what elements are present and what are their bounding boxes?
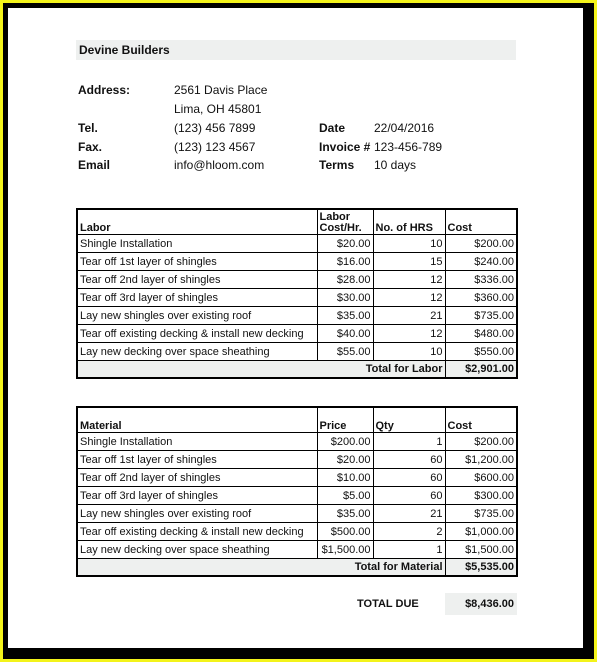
labor-cell-cost: $240.00 [445, 253, 517, 271]
labor-row [77, 253, 517, 271]
labor-total-row [77, 361, 517, 379]
material-cell-qty: 60 [373, 487, 445, 505]
labor-header-cost: Cost [445, 209, 517, 235]
material-cell-rate: $10.00 [317, 469, 373, 487]
material-cell-rate: $20.00 [317, 451, 373, 469]
material-row [77, 451, 517, 469]
material-row [77, 541, 517, 559]
labor-table [76, 208, 518, 379]
labor-cell-cost: $735.00 [445, 307, 517, 325]
labor-row [77, 325, 517, 343]
material-header-row [77, 407, 517, 433]
material-cell-cost: $1,000.00 [445, 523, 517, 541]
labor-total-value: $2,901.00 [445, 361, 517, 379]
email-value: info@hloom.com [174, 158, 265, 172]
labor-row [77, 343, 517, 361]
material-cell-cost: $1,500.00 [445, 541, 517, 559]
terms-label: Terms [319, 158, 355, 172]
labor-cell-desc: Tear off 1st layer of shingles [77, 253, 317, 271]
labor-cell-desc: Lay new shingles over existing roof [77, 307, 317, 325]
address-line1: 2561 Davis Place [174, 83, 268, 97]
labor-row [77, 235, 517, 253]
material-header-price: Price [317, 407, 373, 433]
invoice-value: 123-456-789 [374, 140, 443, 154]
material-header-cost: Cost [445, 407, 517, 433]
labor-cell-qty: 12 [373, 271, 445, 289]
company-name: Devine Builders [76, 40, 516, 60]
material-cell-cost: $735.00 [445, 505, 517, 523]
material-row [77, 433, 517, 451]
material-cell-rate: $200.00 [317, 433, 373, 451]
labor-cell-rate: $40.00 [317, 325, 373, 343]
terms-value: 10 days [374, 158, 417, 172]
labor-cell-desc: Tear off 2nd layer of shingles [77, 271, 317, 289]
labor-cell-cost: $200.00 [445, 235, 517, 253]
material-cell-rate: $1,500.00 [317, 541, 373, 559]
fax-value: (123) 123 4567 [174, 140, 256, 154]
labor-cell-cost: $336.00 [445, 271, 517, 289]
labor-cell-rate: $55.00 [317, 343, 373, 361]
labor-cell-qty: 10 [373, 235, 445, 253]
fax-label: Fax. [78, 140, 103, 154]
material-table [76, 406, 518, 577]
material-total-label: Total for Material [77, 559, 445, 577]
date-label: Date [319, 121, 346, 135]
material-header-qty: Qty [373, 407, 445, 433]
material-cell-cost: $1,200.00 [445, 451, 517, 469]
material-cell-qty: 21 [373, 505, 445, 523]
material-cell-qty: 60 [373, 451, 445, 469]
labor-cell-qty: 12 [373, 289, 445, 307]
address-line2: Lima, OH 45801 [174, 102, 262, 116]
material-cell-desc: Tear off existing decking & install new decking [77, 523, 317, 541]
labor-row [77, 289, 517, 307]
labor-header-desc: Labor [77, 209, 317, 235]
material-total-value: $5,535.00 [445, 559, 517, 577]
material-cell-cost: $600.00 [445, 469, 517, 487]
material-total-row [77, 559, 517, 577]
material-cell-rate: $5.00 [317, 487, 373, 505]
labor-cell-desc: Lay new decking over space sheathing [77, 343, 317, 361]
labor-row [77, 271, 517, 289]
labor-cell-cost: $360.00 [445, 289, 517, 307]
material-cell-cost: $200.00 [445, 433, 517, 451]
labor-cell-rate: $20.00 [317, 235, 373, 253]
material-cell-desc: Shingle Installation [77, 433, 317, 451]
material-cell-desc: Tear off 1st layer of shingles [77, 451, 317, 469]
labor-cell-qty: 21 [373, 307, 445, 325]
labor-header-qty: No. of HRS [373, 209, 445, 235]
invoice-label: Invoice # [319, 140, 371, 154]
labor-cell-cost: $480.00 [445, 325, 517, 343]
labor-cell-desc: Tear off existing decking & install new decking [77, 325, 317, 343]
material-cell-qty: 60 [373, 469, 445, 487]
material-row [77, 469, 517, 487]
labor-row [77, 307, 517, 325]
labor-cell-rate: $30.00 [317, 289, 373, 307]
labor-cell-cost: $550.00 [445, 343, 517, 361]
material-cell-qty: 1 [373, 541, 445, 559]
material-row [77, 487, 517, 505]
material-cell-rate: $500.00 [317, 523, 373, 541]
material-cell-rate: $35.00 [317, 505, 373, 523]
material-cell-desc: Tear off 3rd layer of shingles [77, 487, 317, 505]
material-row [77, 505, 517, 523]
tel-label: Tel. [78, 121, 98, 135]
email-label: Email [78, 158, 111, 172]
labor-cell-desc: Shingle Installation [77, 235, 317, 253]
material-cell-desc: Lay new decking over space sheathing [77, 541, 317, 559]
labor-cell-qty: 10 [373, 343, 445, 361]
material-cell-qty: 1 [373, 433, 445, 451]
address-label: Address: [78, 83, 131, 97]
labor-header-row [77, 209, 517, 235]
material-cell-desc: Lay new shingles over existing roof [77, 505, 317, 523]
labor-cell-rate: $16.00 [317, 253, 373, 271]
invoice-page [8, 8, 583, 648]
total-due-label: TOTAL DUE [357, 598, 419, 610]
labor-cell-desc: Tear off 3rd layer of shingles [77, 289, 317, 307]
material-header-desc: Material [77, 407, 317, 433]
labor-cell-rate: $28.00 [317, 271, 373, 289]
date-value: 22/04/2016 [374, 121, 435, 135]
labor-header-rate: Labor Cost/Hr. [317, 209, 373, 235]
labor-cell-rate: $35.00 [317, 307, 373, 325]
tel-value: (123) 456 7899 [174, 121, 256, 135]
material-cell-desc: Tear off 2nd layer of shingles [77, 469, 317, 487]
material-cell-qty: 2 [373, 523, 445, 541]
material-row [77, 523, 517, 541]
labor-total-label: Total for Labor [77, 361, 445, 379]
labor-cell-qty: 15 [373, 253, 445, 271]
labor-cell-qty: 12 [373, 325, 445, 343]
total-due-value: $8,436.00 [445, 593, 517, 615]
material-cell-cost: $300.00 [445, 487, 517, 505]
